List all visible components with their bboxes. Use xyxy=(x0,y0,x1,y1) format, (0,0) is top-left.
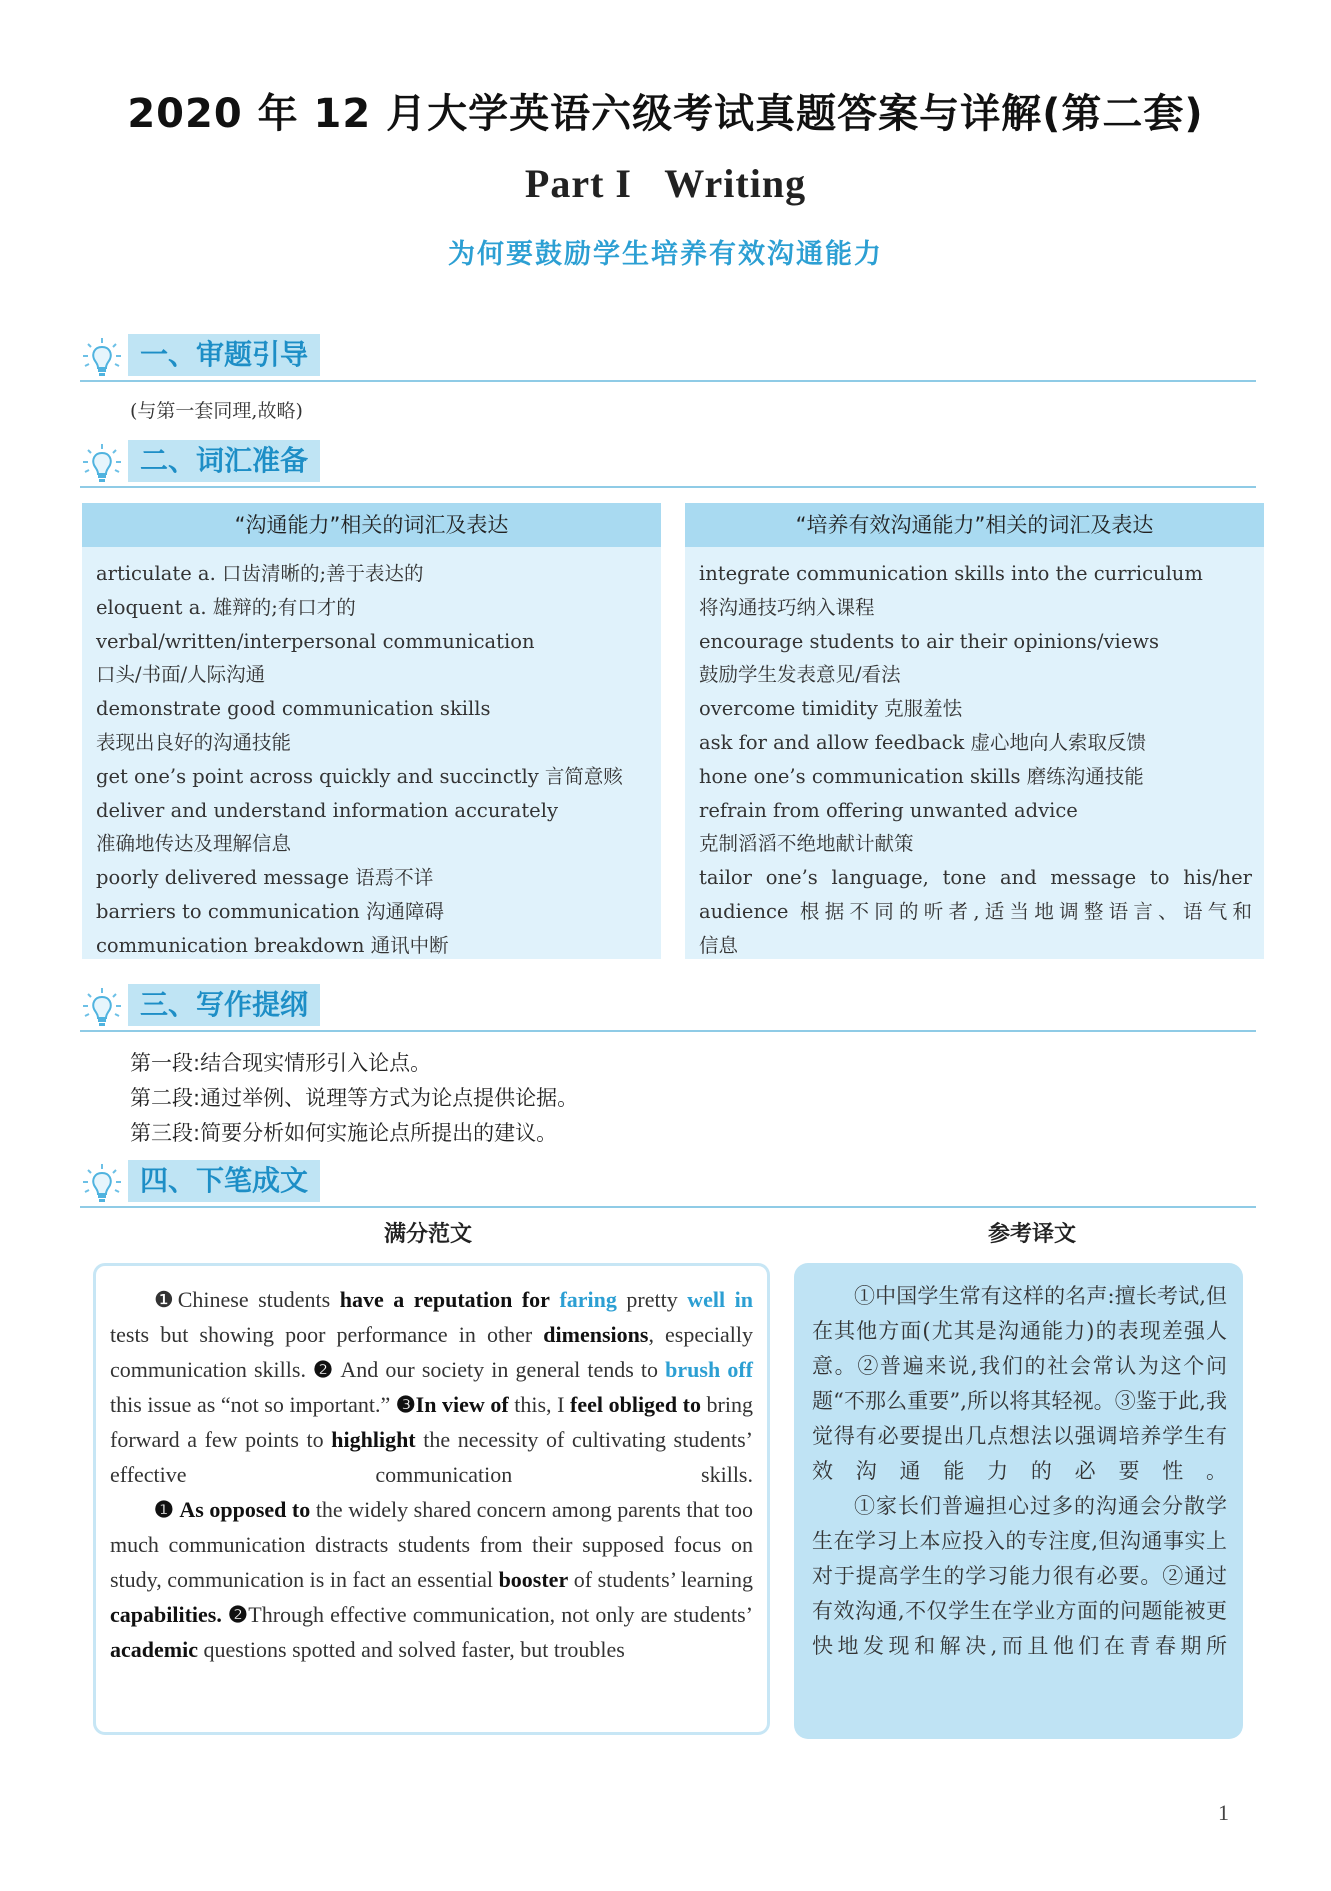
lightbulb-icon xyxy=(80,986,124,1030)
vocab-entry: 克制滔滔不绝地献计献策 xyxy=(699,832,914,856)
section-label: 三、写作提纲 xyxy=(128,984,320,1026)
vocab-entry: barriers to communication 沟通障碍 xyxy=(96,899,444,923)
vocab-entry: integrate communication skills into the curriculum xyxy=(699,562,1203,585)
vocab-entry: refrain from offering unwanted advice xyxy=(699,798,1078,822)
outline-item: 第一段:结合现实情形引入论点。 xyxy=(130,1051,432,1075)
vocab-header-left: “沟通能力”相关的词汇及表达 xyxy=(82,503,661,547)
vocabulary-table xyxy=(82,503,1252,959)
vocab-entry: tailor one’s language, tone and message to his/her xyxy=(699,866,1252,890)
topic-subtitle: 为何要鼓励学生培养有效沟通能力 xyxy=(448,239,883,270)
outline-item: 第二段:通过举例、说理等方式为论点提供论据。 xyxy=(130,1086,579,1110)
vocab-entry: encourage students to air their opinions/views xyxy=(699,629,1159,653)
section-label: 一、审题引导 xyxy=(128,334,320,376)
vocab-entry: articulate a. 口齿清晰的;善于表达的 xyxy=(96,562,424,585)
lightbulb-icon xyxy=(80,1162,124,1206)
vocab-entry: audience 根据不同的听者,适当地调整语言、语气和 xyxy=(699,899,1252,923)
vocab-list-left xyxy=(82,547,661,963)
vocab-column-left xyxy=(82,503,661,959)
section-heading-3 xyxy=(80,984,1256,1032)
translation-box xyxy=(794,1263,1243,1739)
vocab-entry: eloquent a. 雄辩的;有口才的 xyxy=(96,595,356,619)
page-title: 2020 年 12 月大学英语六级考试真题答案与详解(第二套) xyxy=(127,91,1204,137)
vocab-entry: 口头/书面/人际沟通 xyxy=(96,663,266,687)
vocab-entry: 准确地传达及理解信息 xyxy=(96,832,292,856)
section-heading-1 xyxy=(80,334,1256,382)
vocab-entry: hone one’s communication skills 磨练沟通技能 xyxy=(699,764,1144,788)
vocab-entry: 将沟通技巧纳入课程 xyxy=(699,595,875,619)
outline-item: 第三段:简要分析如何实施论点所提出的建议。 xyxy=(130,1121,558,1145)
section-label: 四、下笔成文 xyxy=(128,1160,320,1202)
model-essay-box xyxy=(93,1263,770,1735)
vocab-entry: ask for and allow feedback 虚心地向人索取反馈 xyxy=(699,730,1147,754)
vocab-entry: 鼓励学生发表意见/看法 xyxy=(699,663,901,687)
essay-paragraph-2: ❶ As opposed to the widely shared concern among parents that too much communication distracts students from their supposed focus on study, communication is in fact an essential booster of students’ learning capabilities. ❷Through effective communication, not only are students’ academic questions spotted and solved faster, but troubles xyxy=(110,1497,754,1662)
lightbulb-icon xyxy=(80,336,124,380)
vocab-column-right xyxy=(685,503,1264,959)
vocab-entry: 信息 xyxy=(699,933,739,957)
lightbulb-icon xyxy=(80,442,124,486)
section-heading-2 xyxy=(80,440,1256,488)
essay-column-title: 满分范文 xyxy=(384,1222,473,1247)
vocab-entry: verbal/written/interpersonal communication xyxy=(96,629,535,653)
vocab-entry: poorly delivered message 语焉不详 xyxy=(96,866,434,890)
translation-column-title: 参考译文 xyxy=(988,1222,1077,1247)
vocab-entry: deliver and understand information accurately xyxy=(96,798,558,822)
vocab-entry: demonstrate good communication skills xyxy=(96,697,491,721)
page-number: 1 xyxy=(1218,1800,1229,1825)
vocab-entry: communication breakdown 通讯中断 xyxy=(96,933,449,957)
vocab-entry: overcome timidity 克服羞怯 xyxy=(699,697,963,721)
vocab-header-right: “培养有效沟通能力”相关的词汇及表达 xyxy=(685,503,1264,547)
vocab-entry: 表现出良好的沟通技能 xyxy=(96,730,292,754)
section-label: 二、词汇准备 xyxy=(128,440,320,482)
writing-outline xyxy=(130,1046,578,1151)
part-heading: Part I Writing xyxy=(524,161,807,206)
translation-paragraph-1: ①中国学生常有这样的名声:擅长考试,但在其他方面(尤其是沟通能力)的表现差强人意。②普遍来说,我们的社会常认为这个问题“不那么重要”,所以将其轻视。③鉴于此,我觉得有必要提出几点想法以强调培养学生有效沟通能力的必要性。 xyxy=(812,1284,1227,1483)
section-heading-4 xyxy=(80,1160,1256,1208)
section-note: (与第一套同理,故略) xyxy=(130,400,303,422)
vocab-entry: get one’s point across quickly and succinctly 言简意赅 xyxy=(96,764,623,788)
vocab-list-right xyxy=(685,547,1264,963)
translation-paragraph-2: ①家长们普遍担心过多的沟通会分散学生在学习上本应投入的专注度,但沟通事实上对于提高学生的学习能力很有必要。②通过有效沟通,不仅学生在学业方面的问题能被更快地发现和解决,而且他们在青春期所 xyxy=(812,1494,1227,1658)
essay-paragraph-1: ❶Chinese students have a reputation for faring pretty well in tests but showing poor performance in other dimensions, especially communication skills. ❷ And our society in general tends to brush off this issue as “not so important.” ❸In view of this, I feel obliged to bring forward a few points to highlight the necessity of cultivating students’ effective communication skills. xyxy=(110,1287,753,1487)
